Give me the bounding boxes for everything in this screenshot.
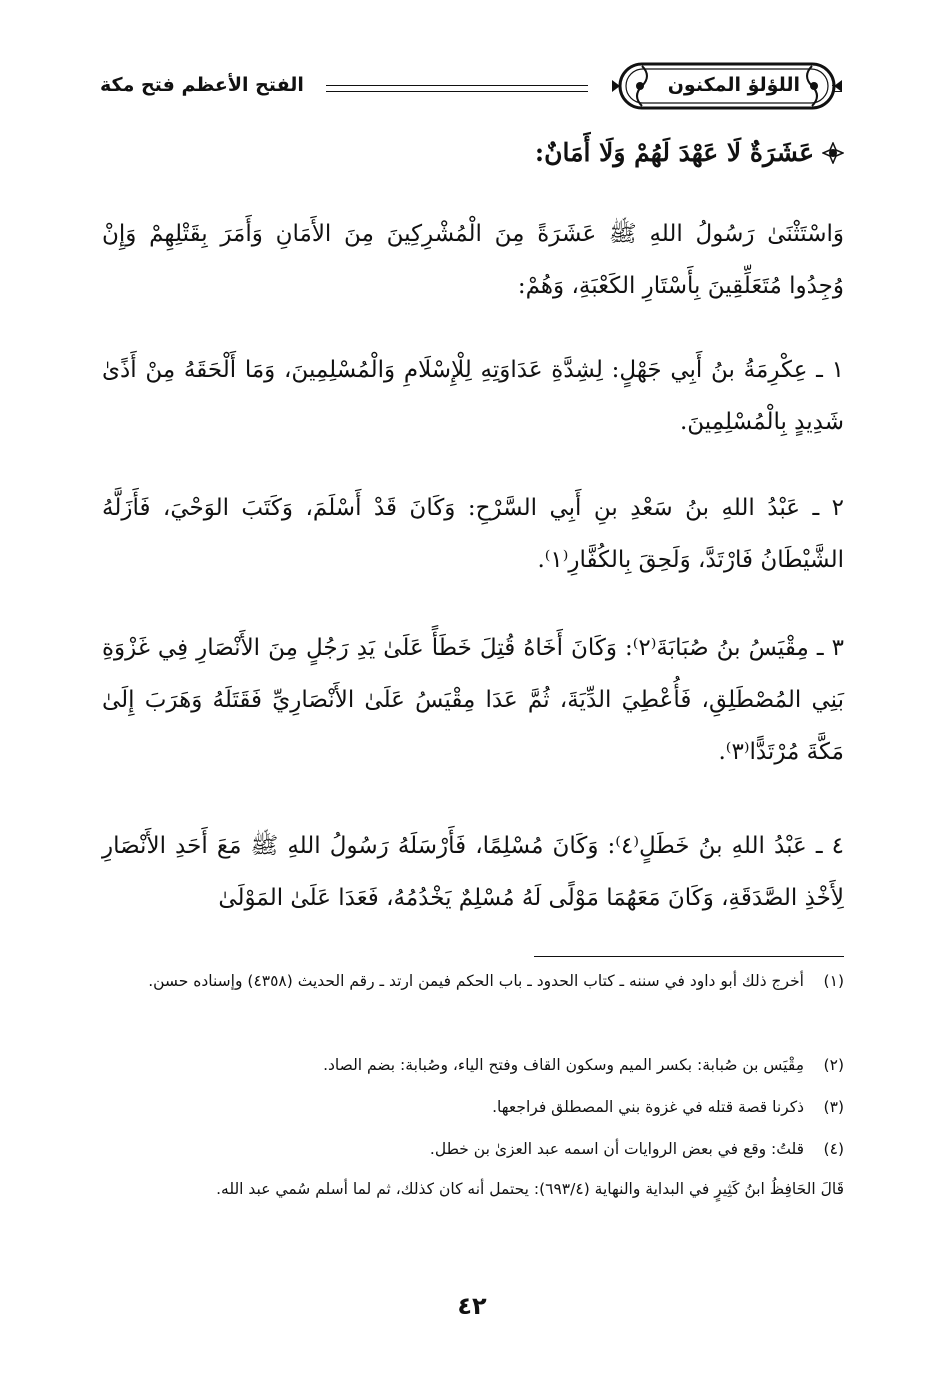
section-heading (535, 138, 844, 167)
footnote-text: أخرج ذلك أبو داود في سننه ـ كتاب الحدود ـ باب الحكم فيمن ارتد ـ رقم الحديث (٤٣٥٨) وإسناده حسن. (148, 972, 804, 990)
paragraph-item-2: ٢ ـ عَبْدُ اللهِ بنُ سَعْدِ بنِ أَبِي السَّرْحِ: وَكَانَ قَدْ أَسْلَمَ، وَكَتَبَ الوَحْيَ، فَأَزَلَّهُ الشَّيْطَانُ فَارْتَدَّ، وَلَحِقَ بِالكُفَّارِ⁽١⁾. (102, 495, 844, 573)
footnote-2 (102, 1050, 844, 1081)
footnote-number: (١) (823, 972, 844, 990)
footnote-4 (102, 1134, 844, 1165)
paragraph-item-4: ٤ ـ عَبْدُ اللهِ بنُ خَطَلٍ⁽٤⁾: وَكَانَ مُسْلِمًا، فَأَرْسَلَهُ رَسُولُ اللهِ ﷺ مَعَ أَحَدِ الأَنْصَارِ لِأَخْذِ الصَّدَقَةِ، وَكَانَ مَعَهُمَا مَوْلًى لَهُ مُسْلِمٌ يَخْدُمُهُ، فَعَدَا عَلَىٰ المَوْلَىٰ (102, 833, 845, 911)
footnote-text: قلتُ: وقع في بعض الروايات أن اسمه عبد العزىٰ بن خطل. (429, 1140, 804, 1158)
footnote-number: (٢) (823, 1056, 844, 1074)
footnote-text: مِقْيَس بن صُبابة: بكسر الميم وسكون القاف وفتح الياء، وصُبابة: بضم الصاد. (323, 1056, 804, 1074)
book-title: اللؤلؤ المكنون (667, 74, 800, 96)
paragraph-item-3: ٣ ـ مِقْيَسُ بنُ صُبَابَةَ⁽٢⁾: وَكَانَ أَخَاهُ قُتِلَ خَطَأً عَلَىٰ يَدِ رَجُلٍ مِنَ الأَنْصَارِ فِي غَزْوَةِ بَنِي المُصْطَلِقِ، فَأُعْطِيَ الدِّيَةَ، ثُمَّ عَدَا مِقْيَسُ عَلَىٰ الأَنْصَارِيِّ فَقَتَلَهُ وَهَرَبَ إِلَىٰ مَكَّةَ مُرْتَدًّا⁽٣⁾. (102, 635, 844, 765)
header-rule-left (326, 85, 588, 92)
footnote-3 (102, 1092, 844, 1123)
paragraph-item-1: ١ ـ عِكْرِمَةُ بنُ أَبِي جَهْلٍ: لِشِدَّةِ عَدَاوَتِهِ لِلْإِسْلَامِ وَالْمُسْلِمِينَ، وَمَا أَلْحَقَهُ مِنْ أَذًىٰ شَدِيدٍ بِالْمُسْلِمِينَ. (102, 357, 844, 435)
flower-bullet-icon (822, 142, 844, 164)
running-header (100, 58, 842, 114)
footnote-separator (534, 956, 844, 957)
footnote-1 (102, 966, 844, 997)
footnote-number: (٣) (823, 1098, 844, 1116)
header-rule-right (832, 85, 842, 92)
footnote-4-continuation: قَالَ الحَافِظُ ابنُ كَثِيرٍ في البداية والنهاية (٦٩٣/٤): يحتمل أنه كان كذلك، ثم لما أسلم سُمي عبد الله. (216, 1180, 844, 1198)
section-title: عَشَرَةٌ لَا عَهْدَ لَهُمْ وَلَا أَمَانٌ: (534, 138, 814, 167)
footnote-text: ذكرنا قصة قتله في غزوة بني المصطلق فراجعها. (492, 1098, 804, 1116)
page-number: ٤٢ (457, 1292, 487, 1320)
paragraph-intro: وَاسْتَثْنَىٰ رَسُولُ اللهِ ﷺ عَشَرَةً مِنَ الْمُشْرِكِينَ مِنَ الأَمَانِ وَأَمَرَ بِقَتْلِهِمْ وَإِنْ وُجِدُوا مُتَعَلِّقِينَ بِأَسْتَارِ الكَعْبَةِ، وَهُمْ: (102, 221, 844, 299)
chapter-title: الفتح الأعظم فتح مكة (100, 74, 304, 96)
footnote-number: (٤) (823, 1140, 844, 1158)
